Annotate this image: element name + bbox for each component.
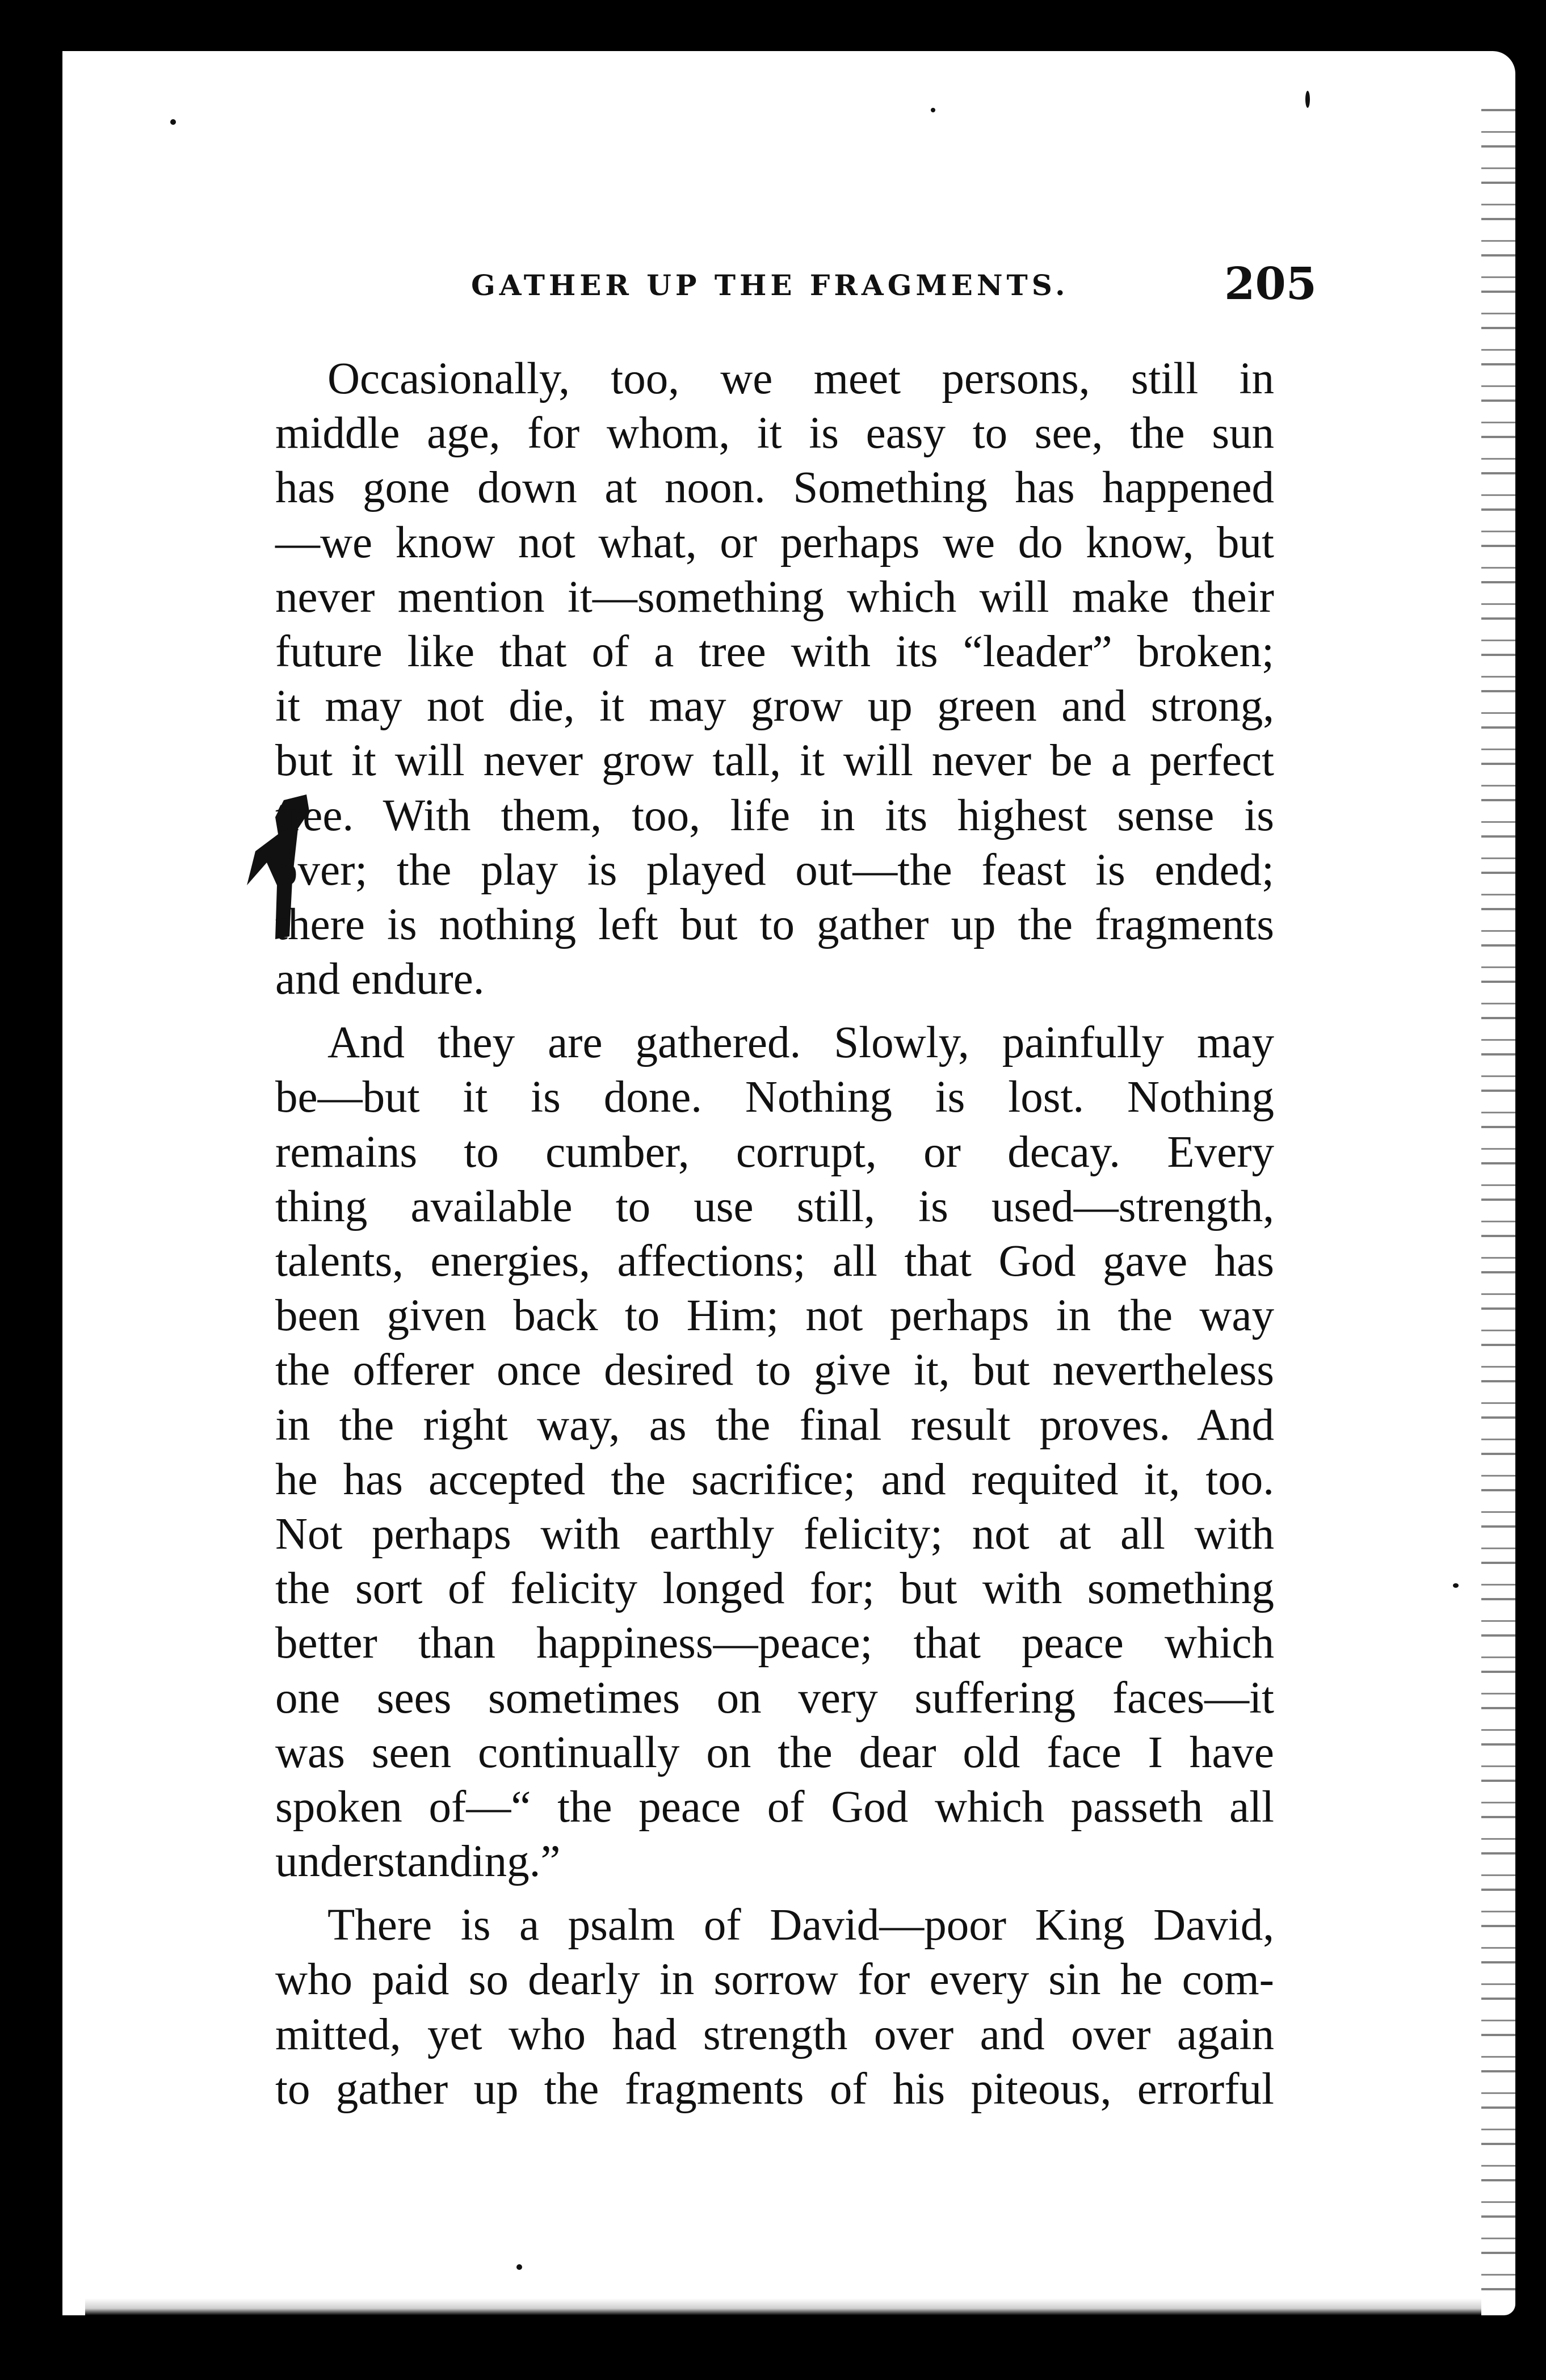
page-edge-bottom xyxy=(85,2298,1481,2315)
text-line: to gather up the fragments of his piteous, errorful xyxy=(275,2064,1274,2114)
running-title: GATHER UP THE FRAGMENTS. xyxy=(471,268,1069,302)
text-line: but it will never grow tall, it will never be a perfect xyxy=(275,736,1274,786)
text-line: never mention it—something which will make their xyxy=(275,572,1274,622)
text-line: middle age, for whom, it is easy to see, the sun xyxy=(275,409,1274,459)
text-line: been given back to Him; not perhaps in the way xyxy=(275,1291,1274,1341)
text-line: the offerer once desired to give it, but nevertheless xyxy=(275,1345,1274,1395)
running-head xyxy=(414,258,1317,309)
text-line: remains to cumber, corrupt, or decay. Every xyxy=(275,1127,1274,1177)
print-speck xyxy=(516,2264,522,2270)
text-line: mitted, yet who had strength over and over again xyxy=(275,2009,1274,2059)
text-line: talents, energies, affections; all that God gave has xyxy=(275,1237,1274,1286)
text-line: it may not die, it may grow up green and strong, xyxy=(275,682,1274,731)
print-speck xyxy=(931,108,935,112)
print-speck xyxy=(1453,1583,1459,1588)
body-text xyxy=(275,352,1274,2117)
text-line: future like that of a tree with its “leader” broken; xyxy=(275,626,1274,676)
text-line: was seen continually on the dear old face I have xyxy=(275,1727,1274,1777)
text-line: over; the play is played out—the feast is ended; xyxy=(275,845,1274,895)
text-line: better than happiness—peace; that peace which xyxy=(275,1618,1274,1668)
text-line: —we know not what, or perhaps we do know, but xyxy=(275,518,1274,567)
text-line: There is a psalm of David—poor King David, xyxy=(327,1900,1274,1950)
text-line: Not perhaps with earthly felicity; not at all with xyxy=(275,1509,1274,1559)
text-line: who paid so dearly in sorrow for every sin he com- xyxy=(275,1955,1274,2005)
text-line: And they are gathered. Slowly, painfully may xyxy=(327,1018,1274,1068)
text-line: one sees sometimes on very suffering faces—it xyxy=(275,1673,1274,1723)
text-line: spoken of—“ the peace of God which passeth all xyxy=(275,1782,1274,1832)
text-line: he has accepted the sacrifice; and requited it, too. xyxy=(275,1454,1274,1504)
text-line: Occasionally, too, we meet persons, still in xyxy=(327,354,1274,403)
print-speck xyxy=(1305,91,1310,108)
print-speck xyxy=(170,119,176,125)
text-line: there is nothing left but to gather up the fragments xyxy=(275,899,1274,949)
text-line: in the right way, as the final result proves. And xyxy=(275,1400,1274,1450)
text-line: tree. With them, too, life in its highest sense is xyxy=(275,790,1274,840)
page-edge-right xyxy=(1481,96,1515,2298)
text-line: has gone down at noon. Something has happened xyxy=(275,463,1274,513)
text-line: and endure. xyxy=(275,954,485,1004)
text-line: thing available to use still, is used—strength, xyxy=(275,1181,1274,1231)
page-number: 205 xyxy=(1224,258,1317,310)
text-line: understanding.” xyxy=(275,1837,561,1887)
text-line: be—but it is done. Nothing is lost. Nothing xyxy=(275,1073,1274,1122)
text-line: the sort of felicity longed for; but with something xyxy=(275,1564,1274,1614)
